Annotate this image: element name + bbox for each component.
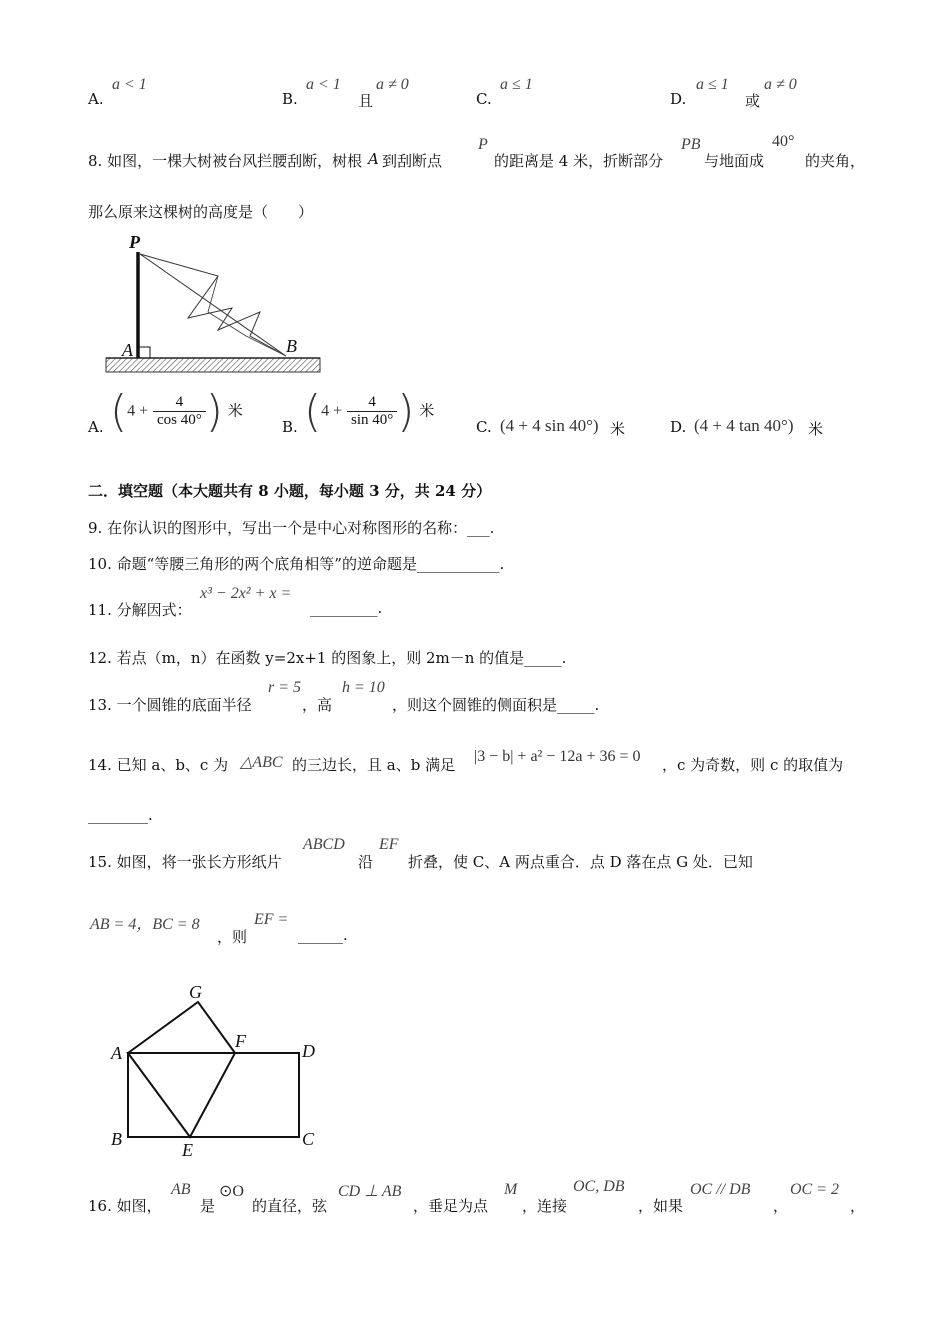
q8-text-3: 的距离是 4 米，折断部分 (494, 152, 664, 170)
q8-option-b-expr: (4 + $\frac{4}{\sin 40^\circ}$ ) 米 (304, 386, 435, 437)
folded-part-agf (128, 1002, 235, 1053)
q15-blank: ______. (298, 926, 348, 944)
q8-text-2: 到刮断点 (382, 152, 443, 170)
q8-option-c-expr: (4 + 4 sin 40°) (500, 416, 599, 435)
q8-point-a: A (368, 150, 379, 168)
question-12: 12. 若点（m，n）在函数 y=2x+1 的图象上，则 2m－n 的值是_____. (88, 649, 567, 667)
q15-text-2: 沿 (358, 853, 374, 871)
label-c: C (302, 1129, 315, 1149)
q8-text-6: 那么原来这棵树的高度是（ ） (88, 203, 314, 221)
q15-ef-eq: EF = (254, 911, 289, 928)
q14-text-3: ，c 为奇数，则 c 的取值为 (662, 756, 844, 774)
q8-option-a-letter: A. (88, 418, 104, 436)
q13-text-1: 13. 一个圆锥的底面半径 (88, 696, 252, 714)
q8-text-1: 8. 如图，一棵大树被台风拦腰刮断，树根 (88, 152, 363, 170)
q7-option-a-letter: A. (88, 90, 104, 108)
q7-option-a-math: a < 1 (112, 76, 147, 93)
label-g: G (189, 982, 202, 1002)
q8-point-p: P (478, 136, 488, 153)
q11-text: 11. 分解因式： (88, 601, 192, 619)
q13-text-3: ，则这个圆锥的侧面积是_____. (392, 696, 600, 714)
q14-text-1: 14. 已知 a、b、c 为 (88, 756, 229, 774)
q16-text-2: 是 (200, 1197, 216, 1215)
q16-chord: CD ⊥ AB (338, 1183, 402, 1200)
q16-text-7: ， (773, 1197, 789, 1215)
q8-option-b-letter: B. (282, 418, 298, 436)
q16-text-6: ，如果 (638, 1197, 684, 1215)
q8-option-b-num: 4 (347, 394, 397, 412)
q8-option-d-unit: 米 (808, 420, 824, 438)
q14-equation: |3 − b| + a² − 12a + 36 = 0 (474, 748, 641, 765)
q8-option-c-letter: C. (476, 418, 492, 436)
q8-text-4: 与地面成 (704, 152, 765, 170)
q13-text-2: ，高 (302, 696, 333, 714)
question-9: 9. 在你认识的图形中，写出一个是中心对称图形的名称：___. (88, 519, 495, 537)
q8-text-5: 的夹角， (805, 152, 866, 170)
q11-math: x³ − 2x² + x = (200, 585, 292, 602)
q16-circle-o: ⊙O (219, 1183, 244, 1200)
q16-ab: AB (171, 1181, 191, 1198)
q8-option-d-letter: D. (670, 418, 687, 436)
q15-given: AB = 4，BC = 8 (90, 916, 200, 933)
ground-hatch (106, 358, 320, 372)
section-2-heading: 二．填空题（本大题共有 8 小题，每小题 3 分，共 24 分） (88, 482, 492, 500)
q13-radius: r = 5 (268, 679, 302, 696)
q15-ef: EF (379, 836, 399, 853)
q16-text-1: 16. 如图， (88, 1197, 162, 1215)
broken-part-pb (140, 254, 286, 356)
q8-option-a-num: 4 (153, 394, 206, 412)
q7-option-b-joiner: 且 (358, 92, 374, 110)
q8-option-a-den: cos 40° (156, 412, 202, 428)
q8-option-b-den: sin 40° (350, 412, 394, 428)
label-a: A (122, 340, 133, 360)
q7-option-d-math2: a ≠ 0 (764, 76, 797, 93)
q15-text-4: ，则 (217, 928, 248, 946)
q16-text-5: ，连接 (522, 1197, 568, 1215)
q7-option-b-math: a < 1 (306, 76, 341, 93)
label-e: E (182, 1140, 193, 1160)
q14-triangle: △ABC (240, 754, 283, 771)
q7-option-b-math2: a ≠ 0 (376, 76, 409, 93)
q8-segment-pb: PB (681, 136, 701, 153)
q16-oc-db: OC, DB (573, 1178, 625, 1195)
q13-height: h = 10 (342, 679, 385, 696)
q7-option-d-joiner: 或 (745, 92, 761, 110)
q8-option-a-unit: 米 (227, 401, 243, 420)
q16-text-3: 的直径，弦 (252, 1197, 328, 1215)
q7-option-b-letter: B. (282, 90, 298, 108)
q16-m: M (504, 1181, 518, 1198)
q15-text-3: 折叠，使 C、A 两点重合．点 D 落在点 G 处．已知 (408, 853, 753, 871)
q7-option-c-math: a ≤ 1 (500, 76, 533, 93)
label-b: B (111, 1129, 122, 1149)
q15-abcd: ABCD (303, 836, 345, 853)
zigzag-branch-2 (208, 276, 286, 356)
label-a: A (111, 1043, 122, 1063)
q7-option-c-letter: C. (476, 90, 492, 108)
q8-option-c-unit: 米 (610, 420, 626, 438)
q8-option-d-expr: (4 + 4 tan 40°) (694, 416, 794, 435)
label-b: B (286, 336, 297, 356)
q8-figure (100, 232, 330, 378)
q15-text-1: 15. 如图，将一张长方形纸片 (88, 853, 282, 871)
q11-blank: _________. (310, 599, 383, 617)
right-angle-mark (138, 347, 150, 358)
q8-option-b-lead: 4 + (321, 402, 343, 420)
q16-oc-eq: OC = 2 (790, 1181, 840, 1198)
q16-text-8: ， (850, 1197, 866, 1215)
q7-option-d-math: a ≤ 1 (696, 76, 729, 93)
q8-angle: 40° (772, 133, 795, 150)
label-p: P (129, 232, 140, 252)
question-10: 10. 命题“等腰三角形的两个底角相等”的逆命题是___________. (88, 555, 505, 573)
q16-parallel: OC // DB (690, 1181, 751, 1198)
q15-figure (105, 975, 330, 1165)
q8-option-b-fraction (347, 394, 397, 429)
q7-option-d-letter: D. (670, 90, 687, 108)
q8-option-a-expr: (4 + $\frac{4}{\cos 40^\circ}$ ) 米 (110, 386, 243, 437)
q14-text-2: 的三边长，且 a、b 满足 (292, 756, 456, 774)
q14-blank: ________. (88, 806, 153, 824)
q8-option-a-fraction (153, 394, 206, 429)
triangle-afe (128, 1053, 235, 1137)
q8-option-b-unit: 米 (419, 401, 435, 420)
q8-option-a-lead: 4 + (127, 402, 149, 420)
q16-text-4: ，垂足为点 (413, 1197, 489, 1215)
label-f: F (235, 1031, 246, 1051)
label-d: D (302, 1041, 315, 1061)
